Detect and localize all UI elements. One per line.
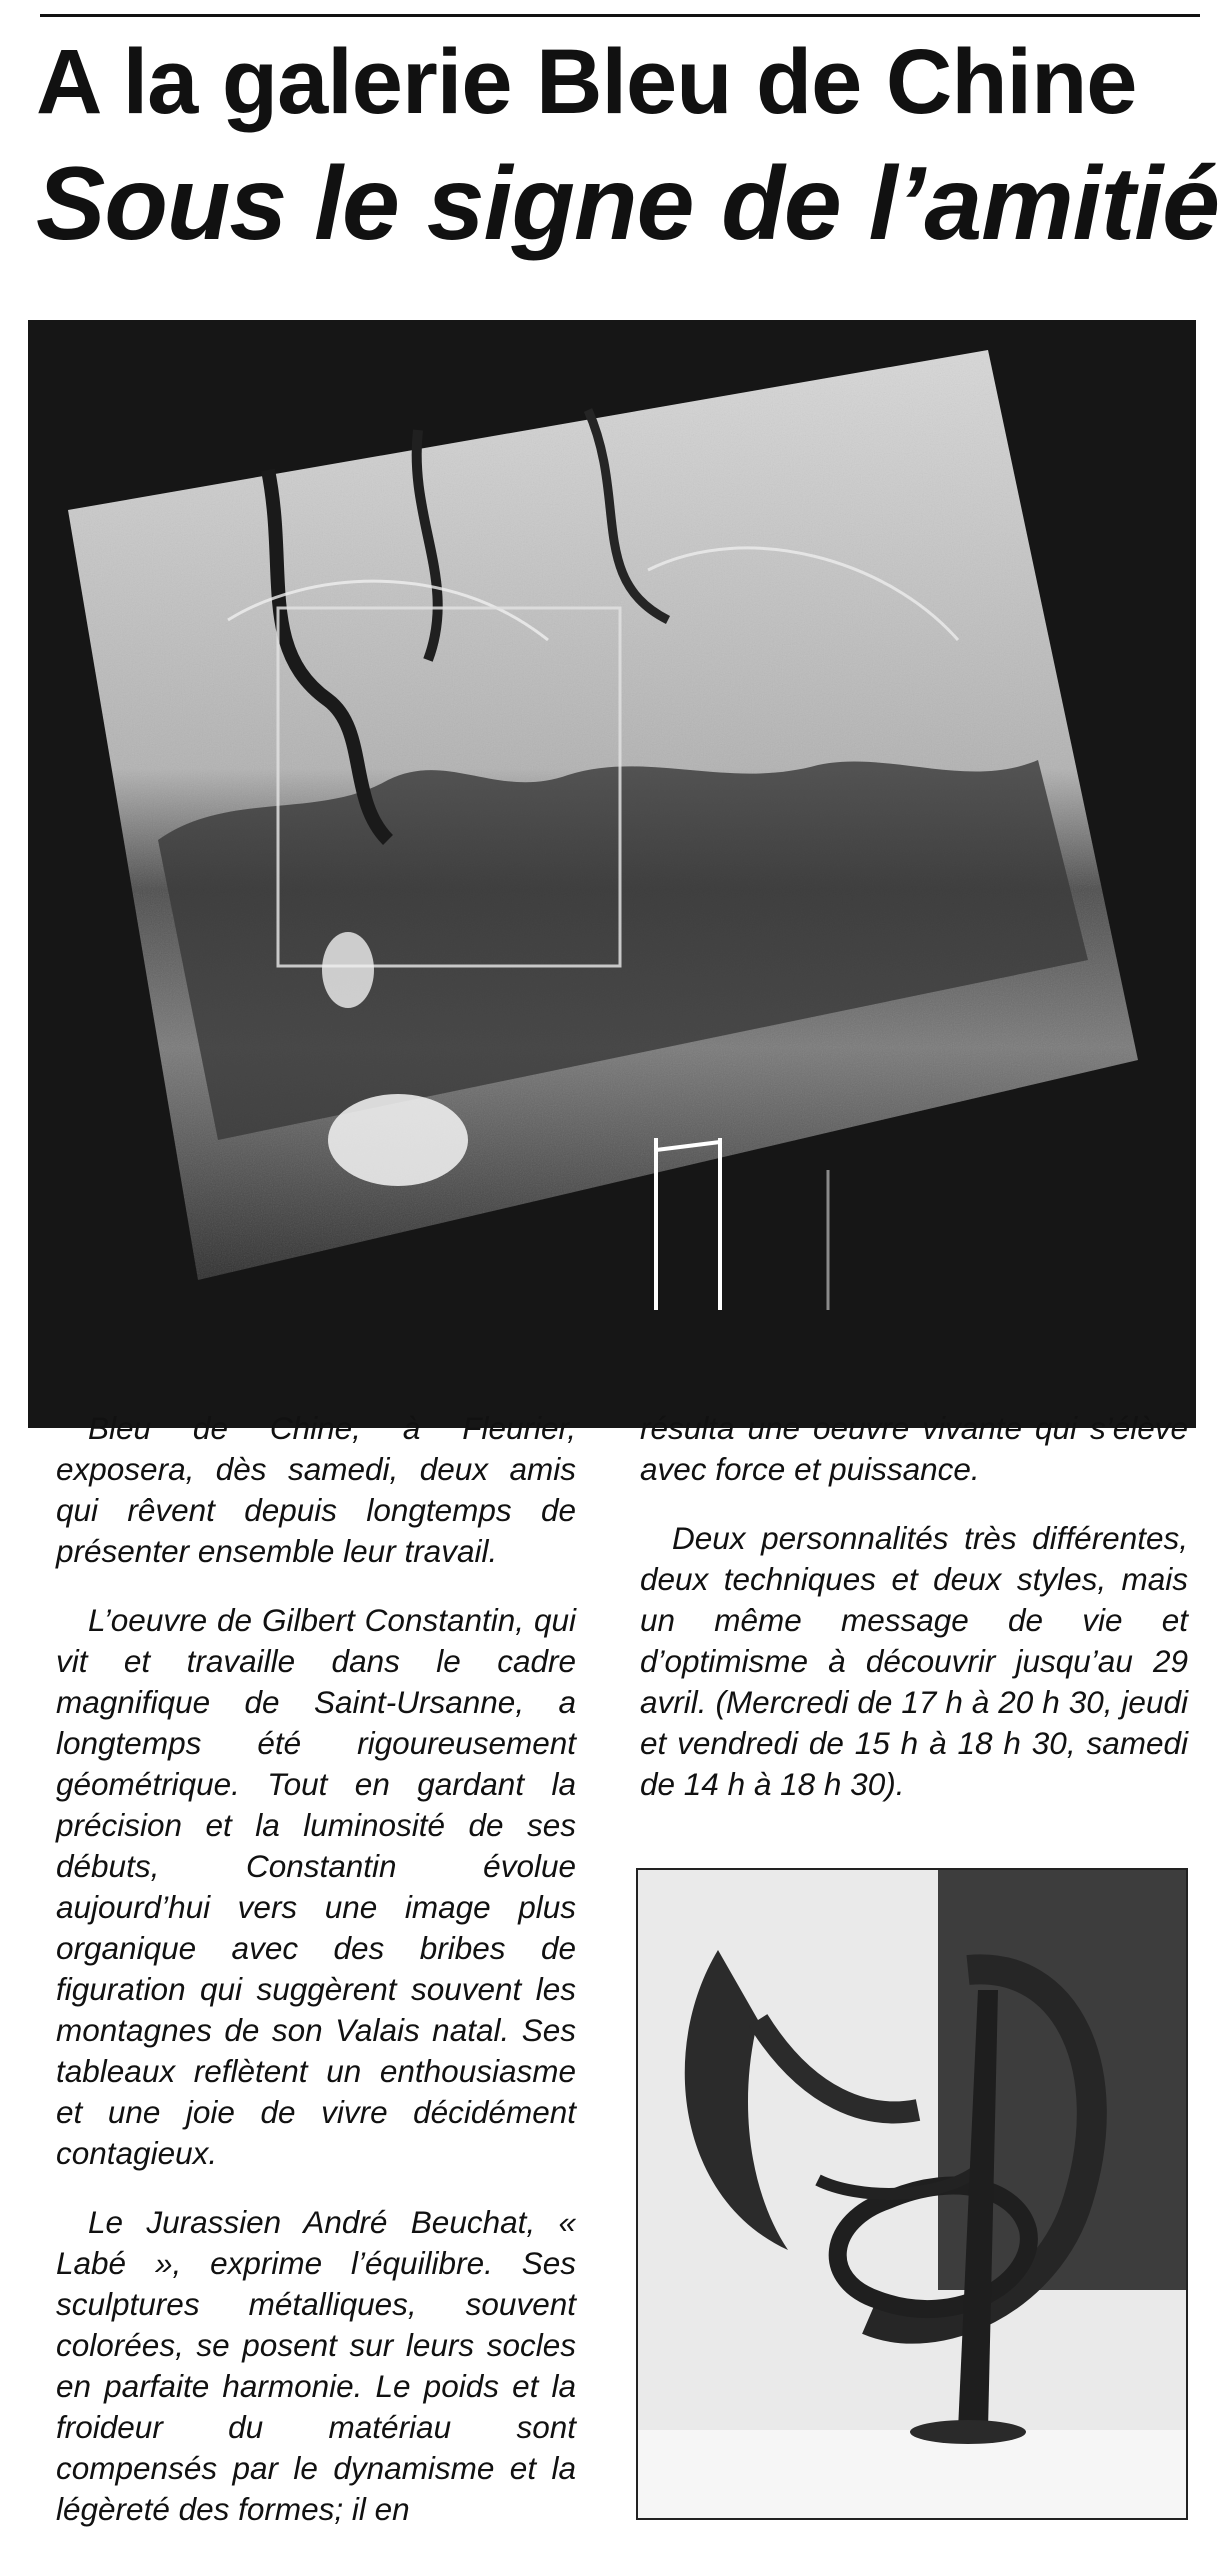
- paragraph-dates: Deux personnalités très différentes, deux techniques et deux styles, mais un même message de vie et d’optimisme à découvrir jusqu’au 29 avril. (Mercredi de 17 h à 20 h 30, jeudi et vendredi de 15 h à 18 h 30, samedi de 14 h à 18 h 30).: [640, 1520, 1188, 1802]
- headline: A la galerie Bleu de Chine: [36, 31, 1137, 133]
- paragraph-beuchat: Le Jurassien André Beuchat, « Labé », exprime l’équilibre. Ses sculptures métalliques, souvent colorées, se posent sur leurs socles en parfaite harmonie. Le poids et la froideur du matériau sont compensés par le dynamisme et la légèreté des formes; il en: [56, 2204, 576, 2527]
- painting-photo: [28, 320, 1196, 1428]
- article-column-right: [640, 1408, 1188, 1833]
- paragraph-constantin: L’oeuvre de Gilbert Constantin, qui vit et travaille dans le cadre magnifique de Saint-Ursanne, a longtemps été rigoureusement géométrique. Tout en gardant la précision et la luminosité de ses débuts, Constantin évolue aujourd’hui vers une image plus organique avec des bribes de figuration qui suggèrent souvent les montagnes de son Valais natal. Ses tableaux reflètent un enthousiasme et une joie de vivre décidément contagieux.: [56, 1602, 576, 2171]
- paragraph-intro: Bleu de Chine, à Fleurier, exposera, dès samedi, deux amis qui rêvent depuis longtemps de présenter ensemble leur travail.: [56, 1410, 576, 1569]
- paragraph-continuation: résulta une oeuvre vivante qui s’élève avec force et puissance.: [640, 1410, 1188, 1487]
- subheadline: Sous le signe de l’amitié: [36, 146, 1219, 262]
- top-rule: [40, 14, 1200, 17]
- article-column-left: [56, 1408, 576, 2558]
- sculpture-photo: [636, 1868, 1188, 2520]
